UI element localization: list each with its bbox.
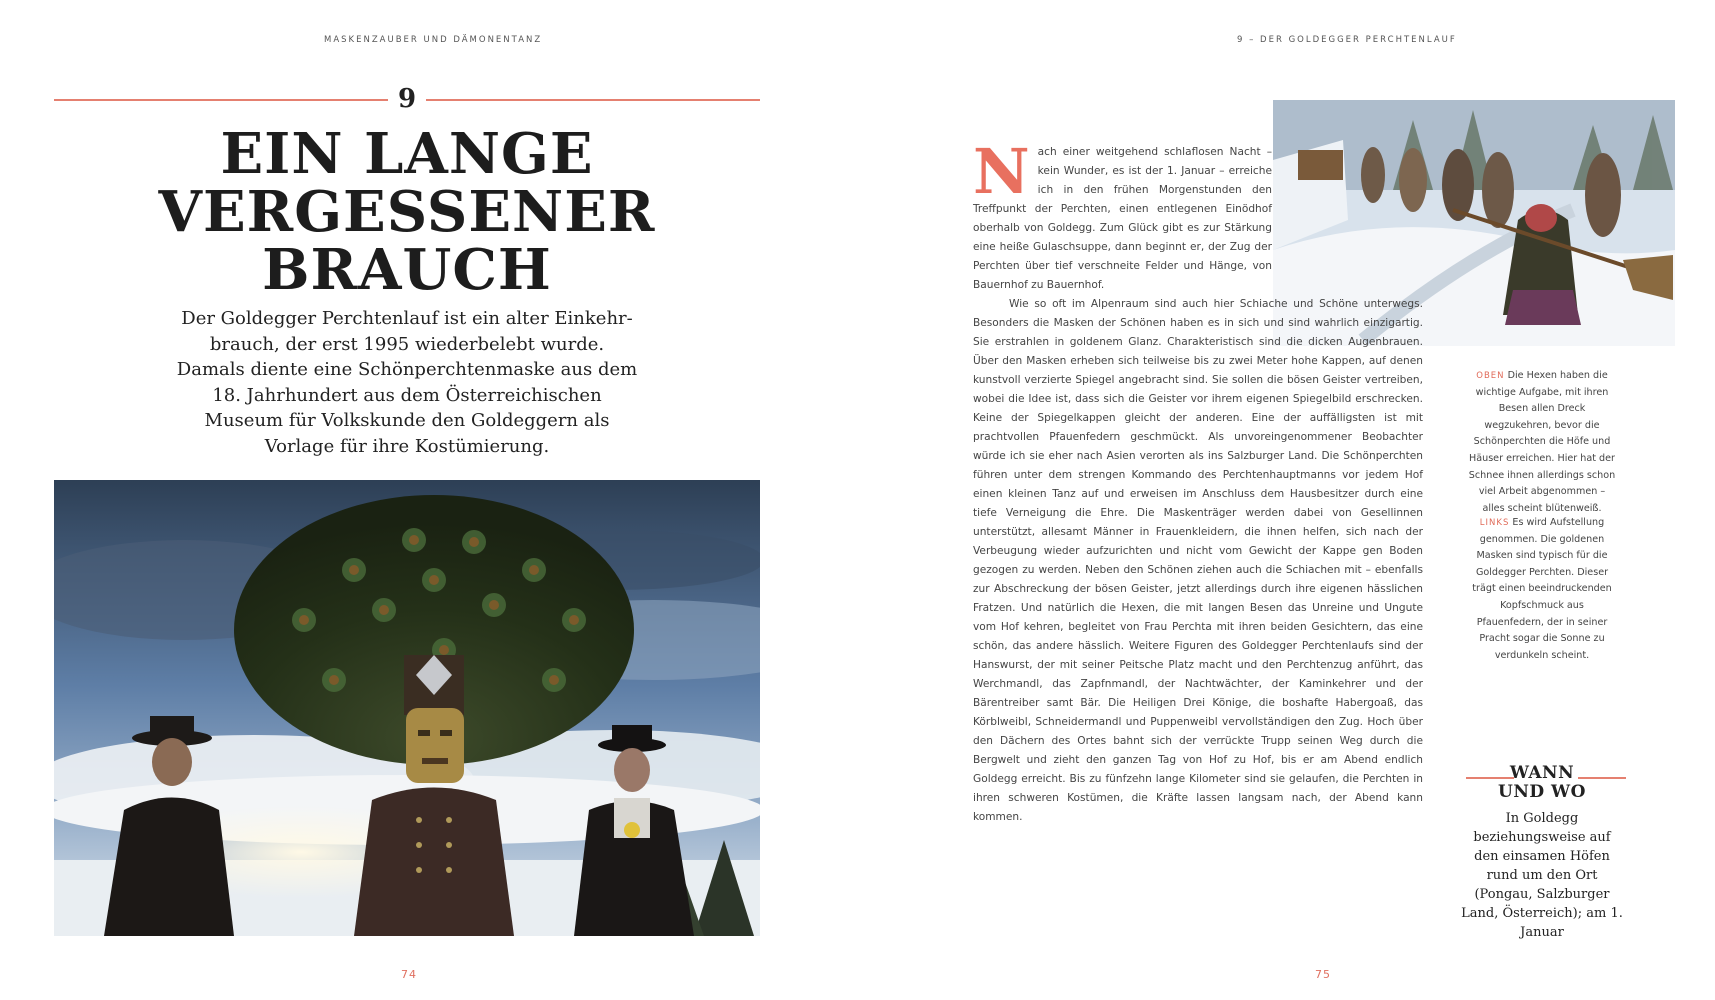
chapter-rule-left bbox=[54, 99, 388, 101]
perchten-peacock-photo bbox=[54, 480, 760, 936]
running-head-right: 9 – DER GOLDEGGER PERCHTENLAUF bbox=[1237, 35, 1457, 45]
running-head-left: MASKENZAUBER UND DÄMONENTANZ bbox=[324, 35, 543, 45]
chapter-rule-right bbox=[426, 99, 760, 101]
title-line: VERGESSENER bbox=[158, 179, 656, 245]
body-column-top bbox=[973, 135, 1272, 295]
caption-text: Es wird Aufstellung genommen. Die goldenen Masken sind typisch für die Goldegger Perchten. Dieser trägt einen beeindruckenden Kopfschmuck aus Pfauenfedern, der in seiner Pracht sogar die Sonne zu verdunkeln scheint. bbox=[1472, 517, 1612, 661]
infobox-title bbox=[1460, 764, 1624, 802]
lead-line: Vorlage für ihre Kostümierung. bbox=[264, 435, 550, 457]
title-line: BRAUCH bbox=[262, 237, 552, 303]
infobox-title-line: UND WO bbox=[1498, 782, 1586, 802]
lead-line: 18. Jahrhundert aus dem Österreichischen bbox=[212, 384, 602, 406]
drop-cap: N bbox=[973, 135, 1030, 208]
infobox-text: In Goldegg beziehungsweise auf den einsamen Höfen rund um den Ort (Pongau, Salzburger Land, Österreich); am 1. Januar bbox=[1461, 811, 1623, 940]
caption-oben bbox=[1468, 368, 1616, 517]
infobox-rule-right bbox=[1578, 777, 1626, 779]
body-paragraph-2: Wie so oft im Alpenraum sind auch hier Schiache und Schöne unterwegs. Besonders die Masken der Schönen haben es in sich und sind wahrlich einzigartig. Sie erstrahlen in goldenem Glanz. Charakteristisch sind die dicken Augenbrauen. Über den Masken erheben sich teilweise bis zu zwei Meter hohe Kappen, auf denen kunstvoll verzierte Spiegel angebracht sind. Sie sollen die bösen Geister vertreiben, wobei die Idee ist, dass sich die Geister vor ihrem eigenen Spiegelbild erschrecken. Keine der Spiegelkappen gleicht der anderen. Eine der auffälligsten ist mit prachtvollen Pfauenfedern geschmückt. Als unvoreingenommener Beobachter würde ich sie eher nach Asien verorten als ins Salzburger Land. Die Schönperchten führen unter dem strengen Kommando des Perchtenhauptmanns vor jedem Hof einen kleinen Tanz auf und erweisen im Anschluss dem Hausbesitzer durch eine tiefe Verneigung die Ehre. Die Maskenträger werden dabei von Gesellinnen unterstützt, allesamt Männer in Frauenkleidern, die ihnen helfen, sich nach der Verbeugung wieder aufzurichten und nicht vom Gewicht der Kappe gen Boden gezogen zu werden. Neben den Schönen ziehen auch die Schiachen mit – ebenfalls zur Abschreckung der bösen Geister, jetzt allerdings durch ihre eigenen hässlichen Fratzen. Und natürlich die Hexen, die mit langen Besen das Unreine und Ungute vom Hof kehren, begleitet von Frau Perchta mit ihren beiden Gesichtern, das eine schön, das andere hässlich. Weitere Figuren des Goldegger Perchtenlaufs sind der Hanswurst, der mit seiner Peitsche Platz macht und den Perchtenzug anführt, das Werchmandl, das Zapfnmandl, der Nachtwächter, der Kaminkehrer und der Bärentreiber samt Bär. Die Heiligen Drei Könige, die boshafte Habergoaß, das Körblweibl, Schneidermandl und Puppenweibl vervollständigen den Zug. Hoch über den Dächern des Ortes bahnt sich der verrückte Trupp seinen Weg durch die Bergwelt und zieht den ganzen Tag von Hof zu Hof, bis er am Abend endlich Goldegg erreicht. Bis zu fünfzehn lange Kilometer sind sie gelaufen, die Perchten in ihren schweren Kostümen, die Kräfte lassen langsam nach, der Abend kann kommen. bbox=[973, 298, 1423, 823]
infobox-title-line: WANN bbox=[1509, 763, 1575, 783]
caption-text: Die Hexen haben die wichtige Aufgabe, mit ihren Besen allen Dreck wegzukehren, bevor die Schönperchten die Höfe und Häuser erreichen. Hier hat der Schnee ihnen allerdings schon viel Arbeit abgenommen – alles scheint blütenweiß. bbox=[1468, 370, 1616, 514]
caption-links bbox=[1468, 515, 1616, 664]
caption-tag: LINKS bbox=[1479, 518, 1510, 528]
title-line: EIN LANGE bbox=[220, 121, 594, 187]
lead-line: brauch, der erst 1995 wiederbelebt wurde. bbox=[209, 333, 605, 355]
caption-tag: OBEN bbox=[1476, 371, 1505, 381]
body-paragraph-1: ach einer weitgehend schlaflosen Nacht – kein Wunder, es ist der 1. Januar – erreiche ich in den frühen Morgenstunden den Treffpunkt der Perchten, einen entlegenen Einödhof oberhalb von Goldegg. Zum Glück gibt es zur Stärkung eine heiße Gulaschsuppe, dann beginnt er, der Zug der Perchten über tief verschneite Felder und Hänge, von Bauernhof zu Bauernhof. bbox=[973, 146, 1272, 291]
chapter-number: 9 bbox=[397, 84, 417, 114]
lead-paragraph bbox=[100, 306, 714, 459]
body-column-main bbox=[973, 295, 1423, 827]
page-number-right: 75 bbox=[1315, 968, 1331, 981]
page-number-left: 74 bbox=[401, 968, 417, 981]
lead-line: Museum für Volkskunde den Goldeggern als bbox=[204, 410, 610, 431]
lead-line: Der Goldegger Perchtenlauf ist ein alter Einkehr- bbox=[181, 308, 633, 329]
chapter-title bbox=[54, 121, 760, 303]
lead-line: Damals diente eine Schönperchtenmaske aus dem bbox=[176, 359, 638, 380]
